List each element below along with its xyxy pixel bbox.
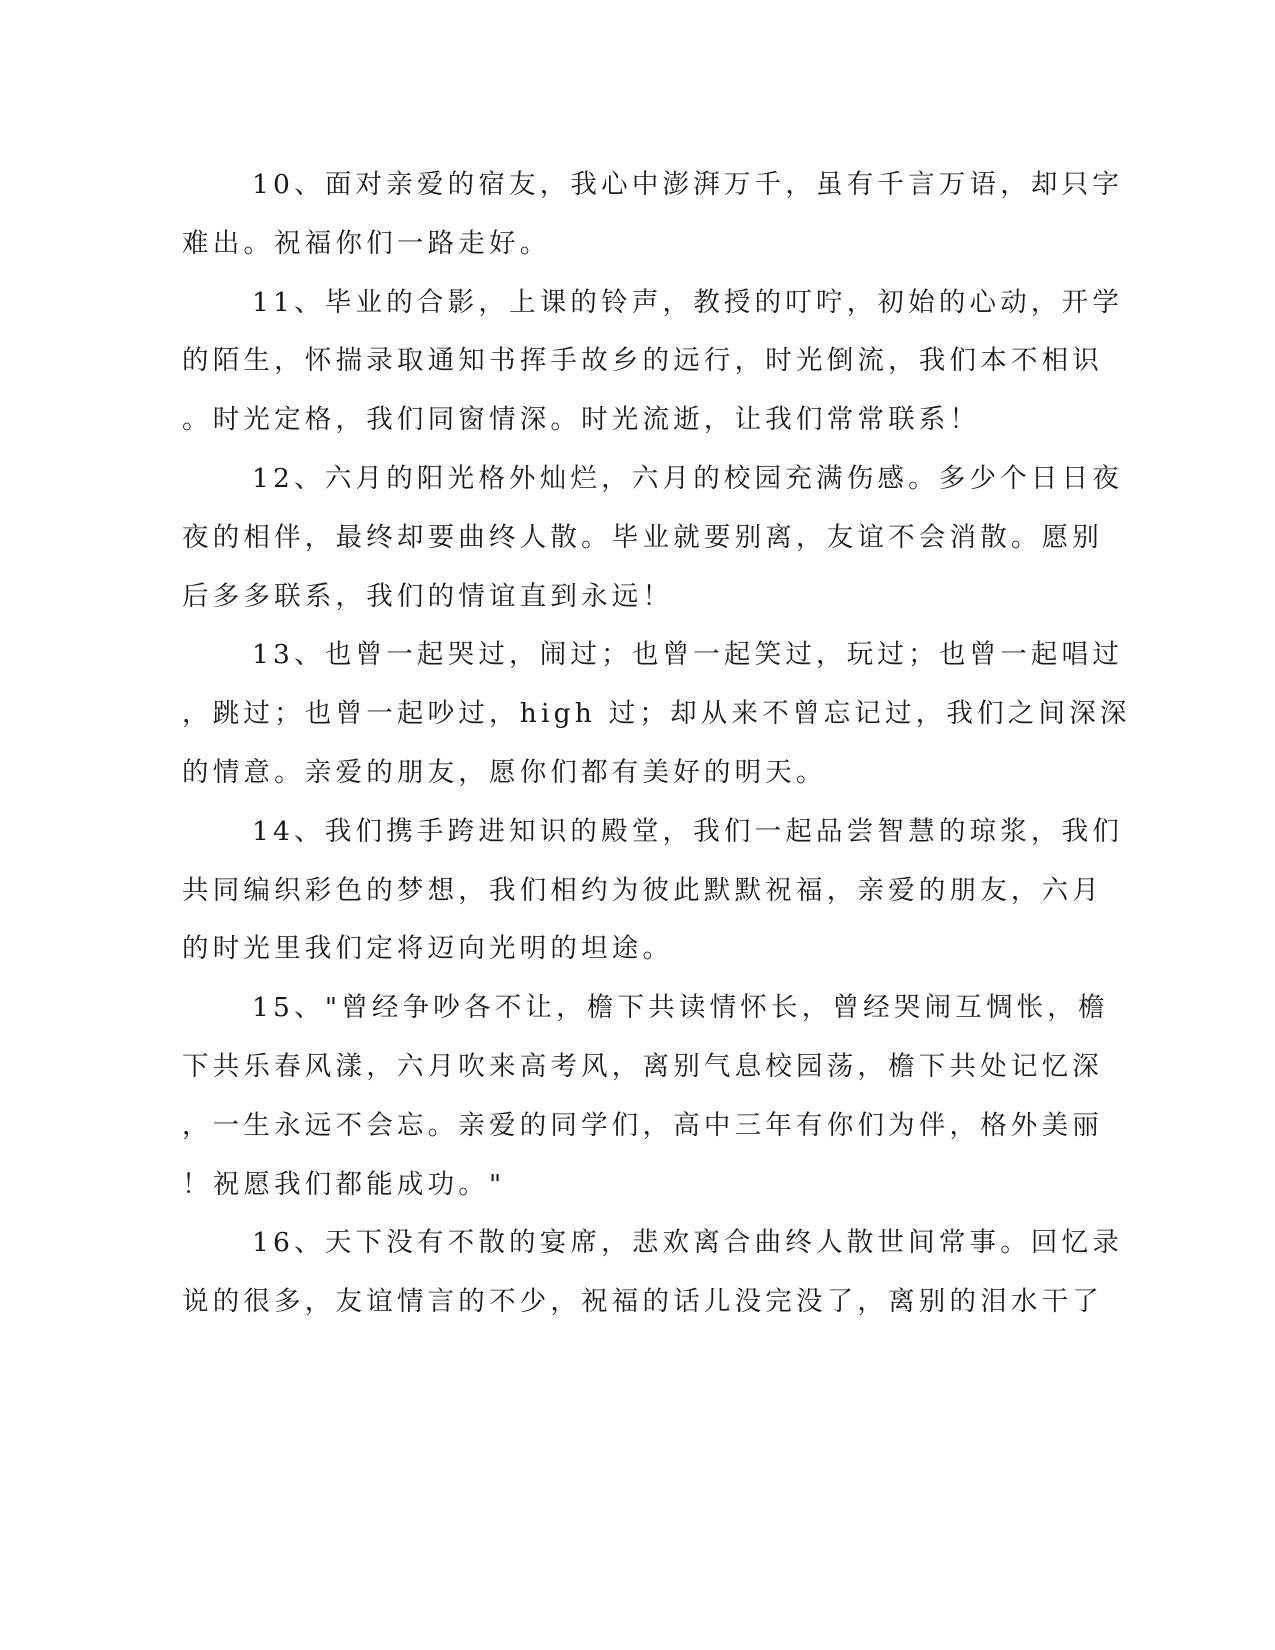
text-line: 难出。祝福你们一路走好。 [182, 227, 551, 259]
text-line: ，一生永远不会忘。亲爱的同学们，高中三年有你们为伴，格外美丽 [182, 1109, 1103, 1141]
text-line: ！祝愿我们都能成功。" [182, 1168, 506, 1200]
paragraph-13 [182, 626, 1131, 802]
text-line: 下共乐春风漾，六月吹来高考风，离别气息校园荡，檐下共处记忆深 [182, 1050, 1103, 1082]
text-line: 11、毕业的合影，上课的铃声，教授的叮咛，初始的心动，开学 [252, 286, 1124, 318]
paragraph-15 [182, 979, 1109, 1214]
text-line: 13、也曾一起哭过，闹过；也曾一起笑过，玩过；也曾一起唱过 [252, 639, 1124, 671]
paragraph-14 [182, 803, 1124, 979]
text-line: 共同编织彩色的梦想，我们相约为彼此默默祝福，亲爱的朋友，六月 [182, 874, 1103, 906]
paragraph-10 [182, 156, 1124, 274]
document-body [182, 156, 1131, 1332]
text-line: 10、面对亲爱的宿友，我心中澎湃万千，虽有千言万语，却只字 [252, 169, 1124, 200]
text-line: 的情意。亲爱的朋友，愿你们都有美好的明天。 [182, 756, 827, 788]
text-line: 的时光里我们定将迈向光明的坦途。 [182, 933, 674, 965]
paragraph-16 [182, 1214, 1124, 1332]
text-line: 15、"曾经争吵各不让，檐下共读情怀长，曾经哭闹互惆怅，檐 [252, 992, 1109, 1024]
text-line: 后多多联系，我们的情谊直到永远！ [182, 580, 674, 612]
text-line: 说的很多，友谊情言的不少，祝福的话儿没完没了，离别的泪水干了 [182, 1286, 1103, 1318]
paragraph-12 [182, 450, 1124, 626]
paragraph-11 [182, 274, 1124, 450]
text-line: 的陌生，怀揣录取通知书挥手故乡的远行，时光倒流，我们本不相识 [182, 345, 1103, 377]
text-line: 14、我们携手跨进知识的殿堂，我们一起品尝智慧的琼浆，我们 [252, 815, 1124, 847]
text-line: ，跳过；也曾一起吵过，high 过；却从来不曾忘记过，我们之间深深 [182, 698, 1131, 730]
text-line: 。时光定格，我们同窗情深。时光流逝，让我们常常联系！ [182, 404, 981, 436]
text-line: 12、六月的阳光格外灿烂，六月的校园充满伤感。多少个日日夜 [252, 462, 1124, 494]
text-line: 16、天下没有不散的宴席，悲欢离合曲终人散世间常事。回忆录 [252, 1227, 1124, 1259]
text-line: 夜的相伴，最终却要曲终人散。毕业就要别离，友谊不会消散。愿别 [182, 521, 1103, 553]
